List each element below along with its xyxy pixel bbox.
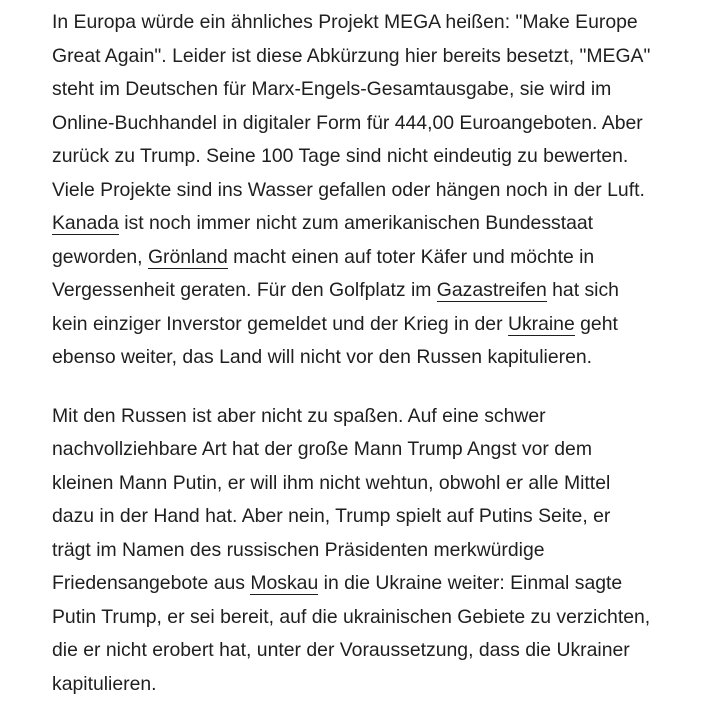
text-segment: Great Again". Leider ist diese Abkürzung hier bereits besetzt, "MEGA" [52, 44, 651, 67]
text-line [52, 341, 712, 375]
text-line [52, 73, 712, 107]
text-line [52, 467, 712, 501]
text-segment: hat sich [546, 279, 619, 301]
text-line [52, 107, 712, 141]
inline-link[interactable]: Ukraine [507, 312, 575, 335]
text-segment: Friedensangebote aus [52, 572, 251, 594]
text-segment: kleinen Mann Putin, er will ihm nicht wehtun, obwohl er alle Mittel [52, 471, 611, 494]
text-line [52, 6, 712, 40]
text-line [52, 174, 712, 208]
inline-link[interactable]: Gazastreifen [436, 279, 547, 301]
text-segment: Vergessenheit geraten. Für den Golfplatz im [52, 279, 437, 301]
text-line [52, 140, 712, 174]
text-line [52, 500, 712, 534]
inline-link[interactable]: Kanada [52, 212, 119, 234]
text-line [52, 274, 712, 308]
text-segment: Online-Buchhandel in digitaler Form für 444,00 Euroangeboten. Aber [52, 111, 643, 134]
text-segment: In Europa würde ein ähnliches Projekt MEGA heißen: "Make Europe [52, 11, 638, 33]
text-segment: nachvollziehbare Art hat der große Mann Trump Angst vor dem [52, 438, 592, 460]
text-segment: kein einziger Inverstor gemeldet und der Krieg in der [52, 312, 508, 335]
text-line [52, 308, 712, 342]
text-segment: ist noch immer nicht zum amerikanischen Bundesstaat [118, 212, 594, 234]
text-segment: die er nicht erobert hat, unter der Voraussetzung, dass die Ukrainer [52, 639, 630, 661]
text-segment: Putin Trump, er sei bereit, auf die ukrainischen Gebiete zu verzichten, [52, 605, 651, 628]
text-line [52, 40, 712, 74]
text-segment: trägt im Namen des russischen Präsidenten merkwürdige [52, 538, 545, 561]
text-segment: macht einen auf toter Käfer und möchte in [227, 245, 595, 268]
text-line [52, 567, 712, 601]
text-line [52, 634, 712, 668]
text-segment: steht im Deutschen für Marx-Engels-Gesamtausgabe, sie wird im [52, 78, 612, 100]
text-line [52, 601, 712, 635]
article-body [52, 6, 712, 701]
text-line [52, 433, 712, 467]
inline-link[interactable]: Grönland [147, 245, 228, 268]
text-line [52, 668, 712, 702]
inline-link[interactable]: Moskau [250, 572, 319, 594]
text-segment: kapitulieren. [52, 672, 157, 695]
text-line [52, 241, 712, 275]
text-segment: geht [574, 312, 618, 335]
text-line [52, 400, 712, 434]
text-line [52, 534, 712, 568]
text-segment: geworden, [52, 245, 148, 268]
article-paragraph [52, 400, 712, 702]
text-line [52, 207, 712, 241]
text-segment: ebenso weiter, das Land will nicht vor den Russen kapitulieren. [52, 346, 593, 368]
text-segment: Viele Projekte sind ins Wasser gefallen oder hängen noch in der Luft. [52, 178, 645, 201]
text-segment: dazu in der Hand hat. Aber nein, Trump spielt auf Putins Seite, er [52, 505, 611, 527]
text-segment: in die Ukraine weiter: Einmal sagte [318, 572, 623, 594]
article-paragraph [52, 6, 712, 375]
text-segment: zurück zu Trump. Seine 100 Tage sind nicht eindeutig zu bewerten. [52, 145, 629, 167]
text-segment: Mit den Russen ist aber nicht zu spaßen. Auf eine schwer [52, 404, 546, 427]
